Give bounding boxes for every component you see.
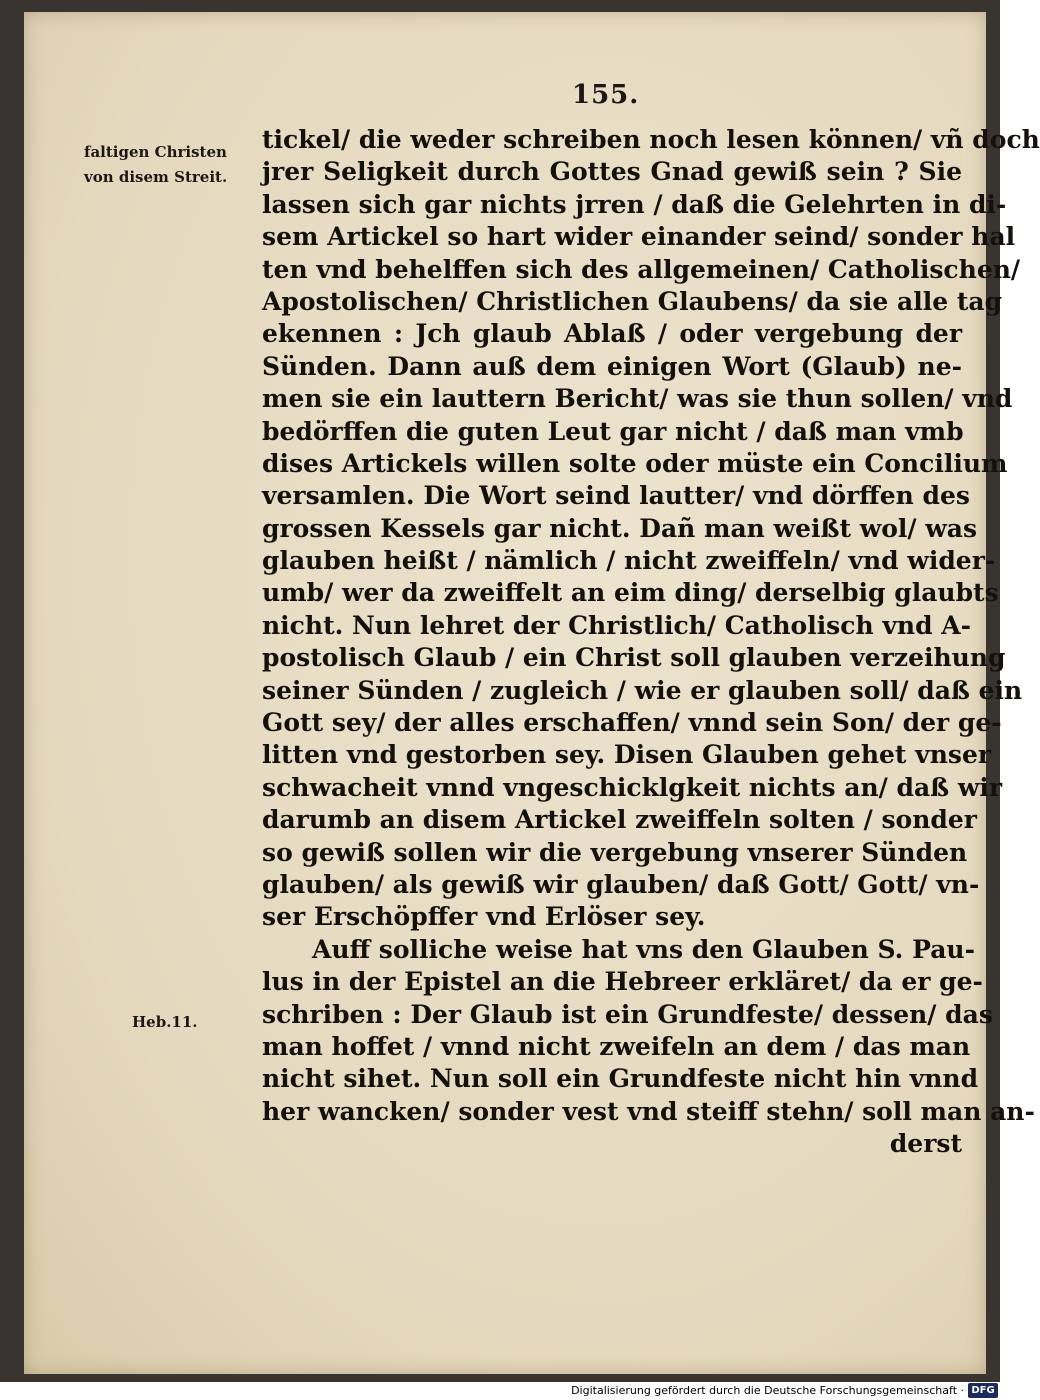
text-line: nicht. Nun lehret der Christlich/ Catholisch vnd A-	[262, 610, 972, 640]
text-line: grossen Kessels gar nicht. Dañ man weißt wol/ was	[262, 513, 978, 543]
margin-note-line: faltigen Christen	[84, 143, 227, 161]
text-line: dises Artickels willen solte oder müste ein Concilium	[262, 448, 1008, 478]
body-text	[262, 124, 1040, 1161]
funding-credit: Digitalisierung gefördert durch die Deutsche Forschungsgemeinschaft ·	[571, 1384, 964, 1397]
text-line: tickel/ die weder schreiben noch lesen können/ vñ doch	[262, 125, 1040, 154]
text-line: ten vnd behelffen sich des allgemeinen/ Catholischen/	[262, 254, 1021, 284]
text-line: sem Artickel so hart wider einander seind/ sonder hal	[262, 222, 1016, 252]
text-line: jrer Seligkeit durch Gottes Gnad gewiß sein ? Sie	[262, 157, 962, 187]
text-line: men sie ein lauttern Bericht/ was sie thun sollen/ vnd	[262, 384, 1013, 414]
text-line: postolisch Glaub / ein Christ soll glauben verzeihung	[262, 643, 1006, 673]
text-line: umb/ wer da zweiffelt an eim ding/ derselbig glaubts	[262, 578, 999, 608]
text-line: schwacheit vnnd vngeschicklgkeit nichts an/ daß wir	[262, 772, 1003, 802]
footer-bar	[0, 1382, 1000, 1400]
catchword: derst	[889, 1129, 962, 1159]
text-line: ser Erschöpffer vnd Erlöser sey.	[262, 902, 706, 932]
text-line: Apostolischen/ Christlichen Glaubens/ da sie alle tag	[262, 286, 1003, 316]
margin-note-streit	[84, 140, 227, 190]
text-line: man hoffet / vnnd nicht zweifeln an dem / das man	[262, 1031, 971, 1061]
text-line: Sünden. Dann auß dem einigen Wort (Glaub) ne-	[262, 351, 962, 381]
margin-note-line: von disem Streit.	[84, 168, 228, 186]
dfg-logo: DFG	[968, 1383, 998, 1398]
text-line: glauben/ als gewiß wir glauben/ daß Gott/ Gott/ vn-	[262, 869, 980, 899]
book-page	[24, 12, 1040, 1374]
text-line: her wancken/ sonder vest vnd steiff stehn/ soll man an-	[262, 1096, 1035, 1126]
text-line: seiner Sünden / zugleich / wie er glauben soll/ daß ein	[262, 675, 1023, 705]
text-line: darumb an disem Artickel zweiffeln solten / sonder	[262, 805, 977, 835]
margin-note-hebreer: Heb.11.	[132, 1013, 198, 1031]
page-number: 155.	[572, 80, 640, 110]
text-line: Gott sey/ der alles erschaffen/ vnnd sein Son/ der ge-	[262, 708, 1002, 738]
text-line: so gewiß sollen wir die vergebung vnserer Sünden	[262, 837, 968, 867]
text-line: schriben : Der Glaub ist ein Grundfeste/ dessen/ das	[262, 999, 993, 1029]
text-line: glauben heißt / nämlich / nicht zweiffeln/ vnd wider-	[262, 546, 996, 576]
text-line: bedörffen die guten Leut gar nicht / daß man vmb	[262, 416, 964, 446]
text-line: Auff solliche weise hat vns den Glauben S. Pau-	[312, 934, 975, 964]
text-line: ekennen : Jch glaub Ablaß / oder vergebung der	[262, 319, 962, 349]
text-line: lassen sich gar nichts jrren / daß die Gelehrten in di-	[262, 189, 1007, 219]
text-line: versamlen. Die Wort seind lautter/ vnd dörffen des	[262, 481, 970, 511]
text-line: nicht sihet. Nun soll ein Grundfeste nicht hin vnnd	[262, 1064, 979, 1094]
text-line: litten vnd gestorben sey. Disen Glauben gehet vnser	[262, 740, 992, 770]
text-line: lus in der Epistel an die Hebreer erkläret/ da er ge-	[262, 967, 983, 997]
